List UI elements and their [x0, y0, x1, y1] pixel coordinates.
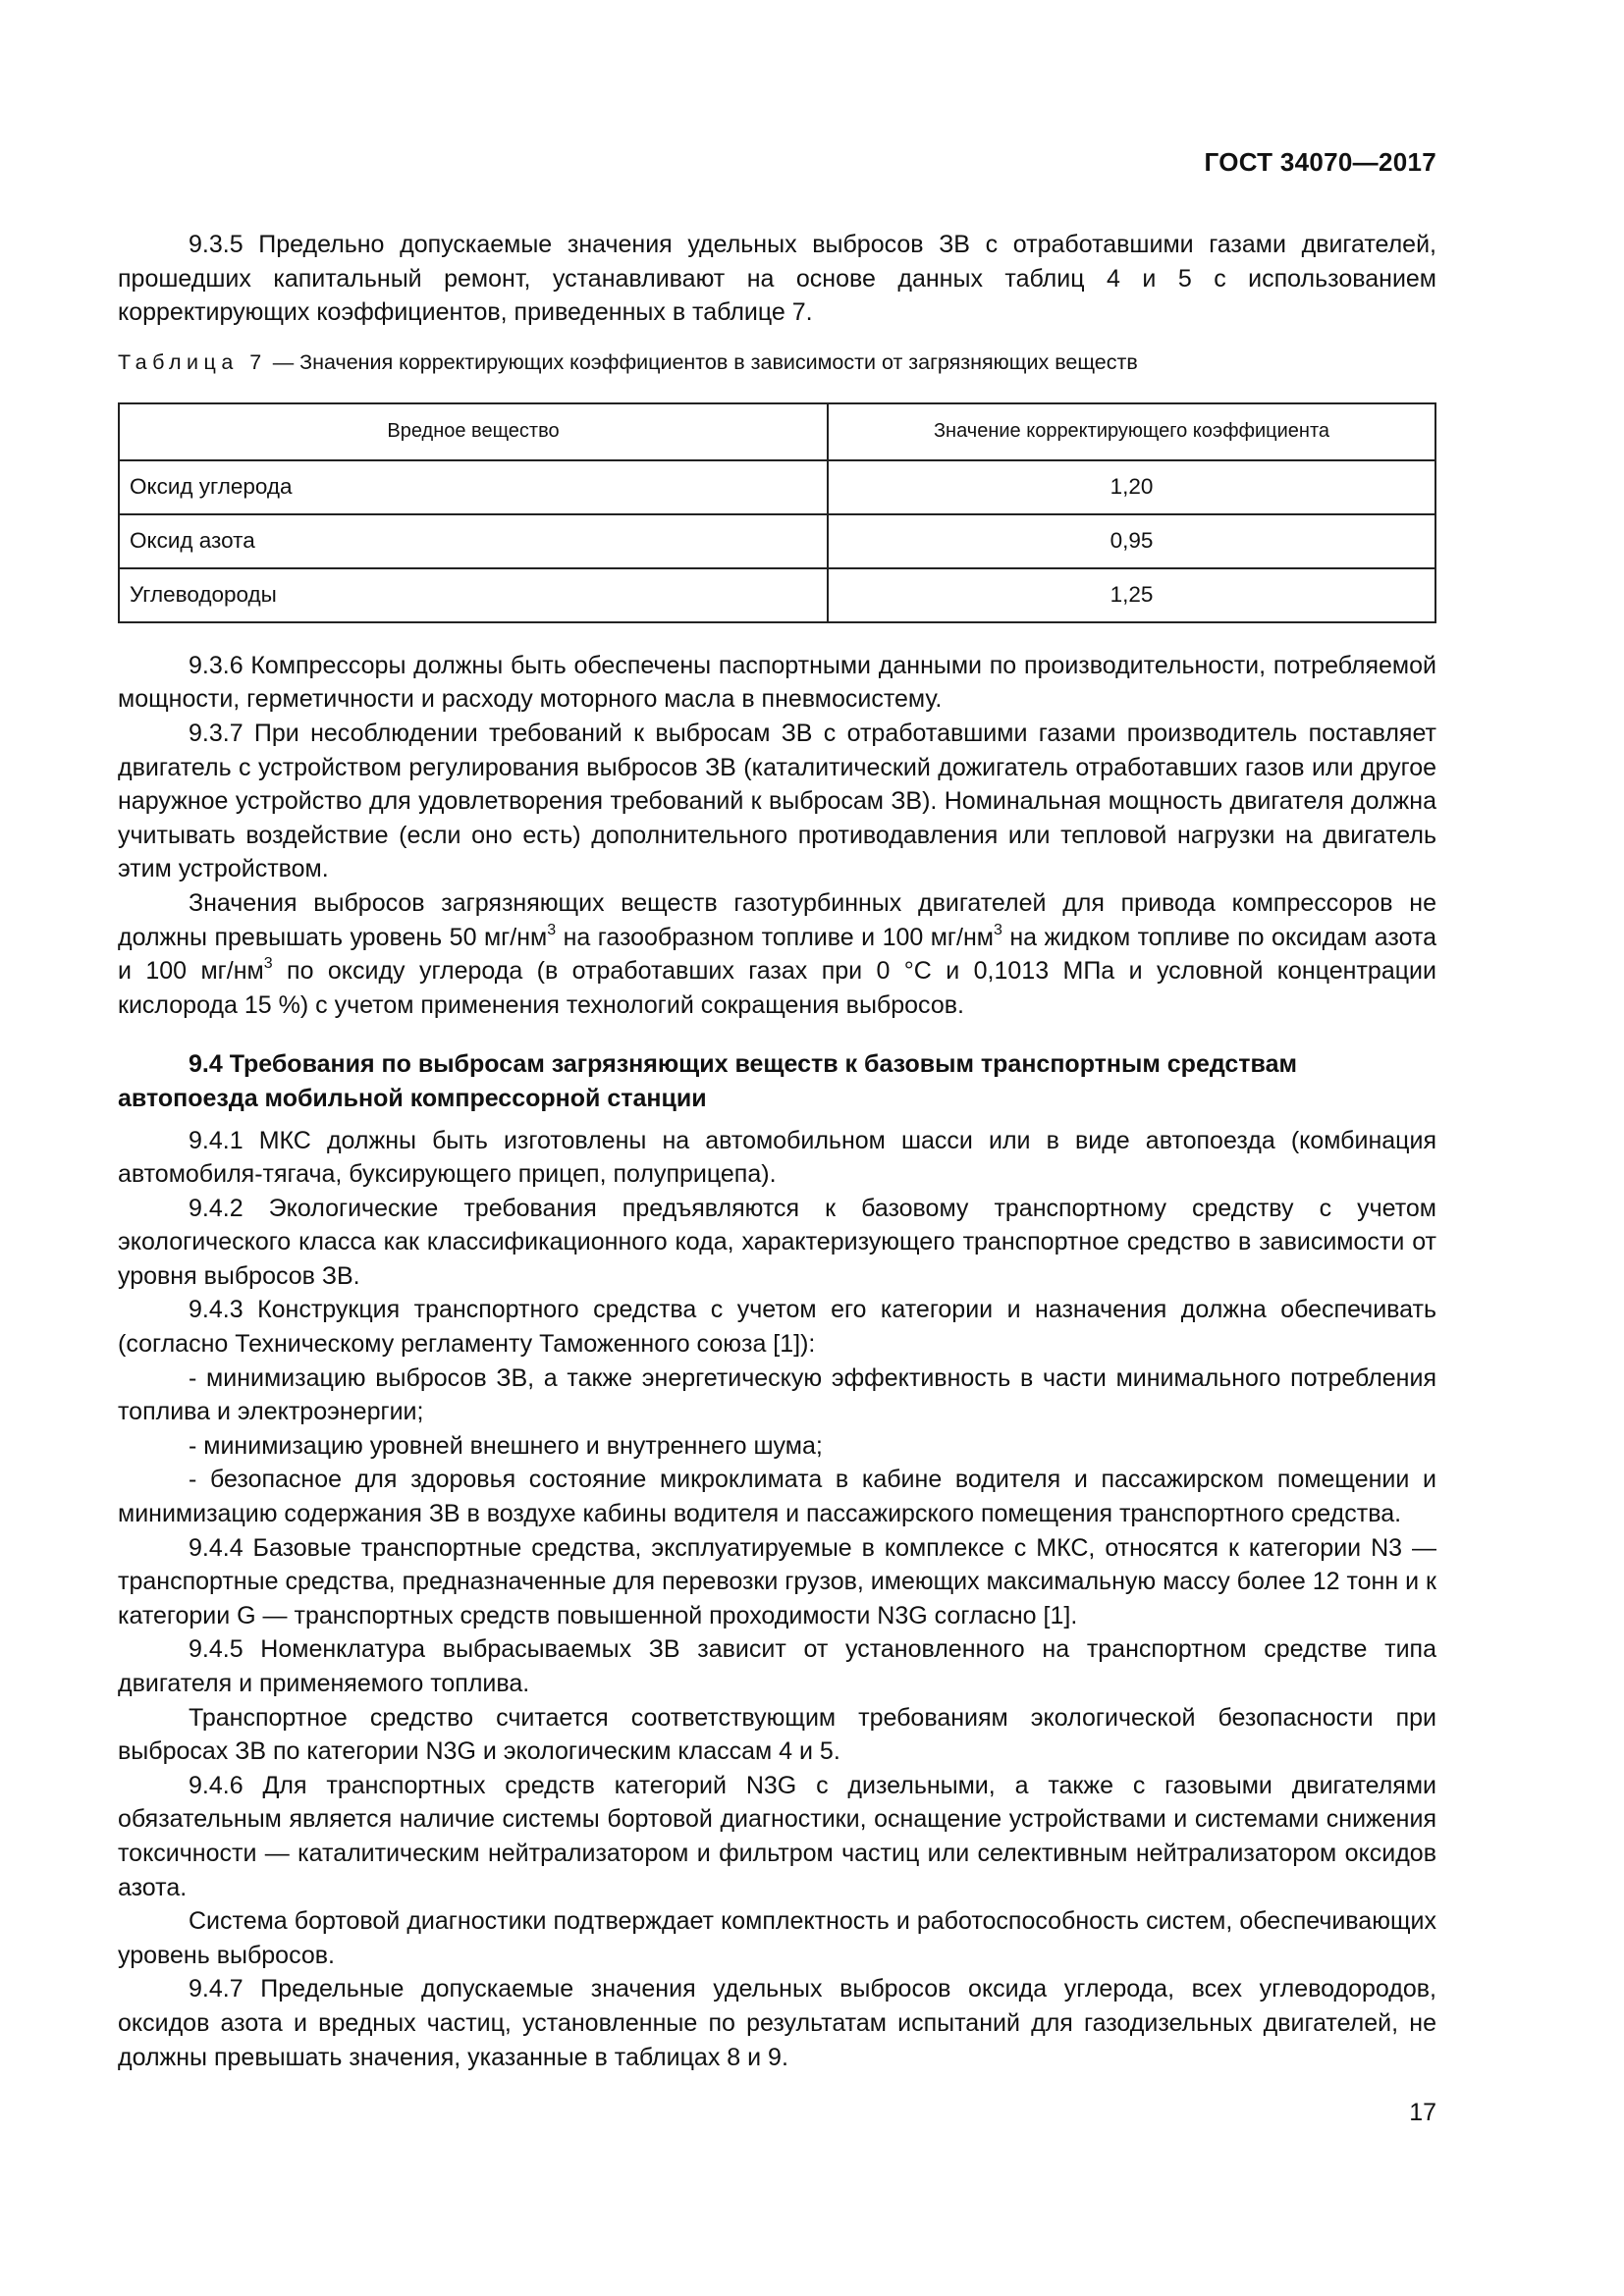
- table-caption-text: — Значения корректирующих коэффициентов в зависимости от загрязняющих веществ: [266, 349, 1138, 374]
- table-header-substance: Вредное вещество: [119, 403, 828, 460]
- paragraph-gas-turbine-emissions: [118, 886, 1436, 1022]
- paragraph-onboard-diagnostics: Система бортовой диагностики подтверждает комплектность и работоспособность систем, обеспечивающих уровень выбросов.: [118, 1907, 1436, 1969]
- paragraph-9-3-7: 9.3.7 При несоблюдении требований к выбросам ЗВ с отработавшими газами производитель поставляет двигатель с устройством регулирования выбросов ЗВ (каталитический дожигатель отработавших газов или другое наружное устройство для удовлетворения требований к выбросам ЗВ). Номинальная мощность двигателя должна учитывать воздействие (если оно есть) дополнительного противодавления или тепловой нагрузки на двигатель этим устройством.: [118, 719, 1436, 883]
- paragraph-9-4-2: 9.4.2 Экологические требования предъявляются к базовому транспортному средству с учетом экологического класса как классификационного кода, характеризующего транспортное средство в зависимости от уровня выбросов ЗВ.: [118, 1194, 1436, 1290]
- text-run: на газообразном топливе и 100 мг/нм: [556, 923, 994, 951]
- table-cell-coefficient: 0,95: [828, 514, 1435, 568]
- document-page: [118, 0, 1436, 2296]
- page-number: 17: [1409, 2099, 1436, 2126]
- paragraph-9-4-3: 9.4.3 Конструкция транспортного средства с учетом его категории и назначения должна обеспечивать (согласно Техническому регламенту Таможенного союза [1]):: [118, 1296, 1436, 1359]
- table-cell-substance: Оксид азота: [119, 514, 828, 568]
- table-cell-substance: Оксид углерода: [119, 460, 828, 514]
- text-run: Значения выбросов загрязняющих веществ газотурбинных двигателей для привода компрессоров не должны превышать уровень 50 мг/нм: [118, 888, 1436, 951]
- table-caption: [118, 347, 1436, 377]
- paragraph-9-4-4: 9.4.4 Базовые транспортные средства, эксплуатируемые в комплексе с МКС, относятся к категории N3 — транспортные средства, предназначенные для перевозки грузов, имеющих максимальную массу более 12 тонн и к категории G — транспортных средств повышенной проходимости N3G согласно [1].: [118, 1533, 1436, 1629]
- superscript: 3: [994, 921, 1002, 938]
- table-cell-substance: Углеводороды: [119, 568, 828, 622]
- list-item: - минимизацию уровней внешнего и внутреннего шума;: [189, 1431, 823, 1460]
- table-cell-coefficient: 1,20: [828, 460, 1435, 514]
- section-9-4-body: [118, 1124, 1436, 2075]
- section-9-4-heading: 9.4 Требования по выбросам загрязняющих веществ к базовым транспортным средствам автопоезда мобильной компрессорной станции: [118, 1050, 1297, 1112]
- text-run: на жидком топливе по оксидам азота и 100 мг/нм: [118, 923, 1437, 986]
- table-row: [119, 568, 1435, 622]
- superscript: 3: [263, 955, 273, 973]
- superscript: 3: [547, 921, 557, 938]
- table-row: [119, 460, 1435, 514]
- coefficients-table: [118, 402, 1436, 623]
- paragraph-9-4-6: 9.4.6 Для транспортных средств категорий N3G с дизельными, а также с газовыми двигателями обязательным является наличие системы бортовой диагностики, оснащение устройствами и системами снижения токсичности — каталитическим нейтрализатором и фильтром частиц или селективным нейтрализатором оксидов азота.: [118, 1771, 1436, 1901]
- text-run: по оксиду углерода (в отработавших газах при 0 °С и 0,1013 МПа и условной концентрации кислорода 15 %) с учетом применения технологий сокращения выбросов.: [118, 957, 1436, 1019]
- paragraph-9-4-1: 9.4.1 МКС должны быть изготовлены на автомобильном шасси или в виде автопоезда (комбинация автомобиля-тягача, буксирующего прицеп, полуприцепа).: [118, 1126, 1436, 1189]
- document-body: [118, 228, 1436, 2074]
- table-header-row: [119, 403, 1435, 460]
- paragraph-9-3-5: 9.3.5 Предельно допускаемые значения удельных выбросов ЗВ с отработавшими газами двигателей, прошедших капитальный ремонт, устанавливают на основе данных таблиц 4 и 5 с использованием корректирующих коэффициентов, приведенных в таблице 7.: [118, 231, 1436, 327]
- list-item: - минимизацию выбросов ЗВ, а также энергетическую эффективность в части минимального потребления топлива и электроэнергии;: [118, 1363, 1436, 1426]
- table-row: [119, 514, 1435, 568]
- list-item: - безопасное для здоровья состояние микроклимата в кабине водителя и пассажирском помещении и минимизацию содержания ЗВ в воздухе кабины водителя и пассажирского помещения транспортного средства.: [118, 1466, 1436, 1528]
- section-9-3-continued: [118, 649, 1436, 1023]
- table-cell-coefficient: 1,25: [828, 568, 1435, 622]
- table-header-coefficient: Значение корректирующего коэффициента: [828, 403, 1435, 460]
- paragraph-9-4-7: 9.4.7 Предельные допускаемые значения удельных выбросов оксида углерода, всех углеводородов, оксидов азота и вредных частиц, установленные по результатам испытаний для газодизельных двигателей, не должны превышать значения, указанные в таблицах 8 и 9.: [118, 1975, 1436, 2071]
- table-caption-label: Таблица 7: [118, 349, 267, 374]
- paragraph-9-4-5: 9.4.5 Номенклатура выбрасываемых ЗВ зависит от установленного на транспортном средстве типа двигателя и применяемого топлива.: [118, 1635, 1436, 1697]
- paragraph-ecology-classes: Транспортное средство считается соответствующим требованиям экологической безопасности при выбросах ЗВ по категории N3G и экологическим классам 4 и 5.: [118, 1703, 1436, 1766]
- document-id-header: ГОСТ 34070—2017: [1204, 147, 1436, 177]
- paragraph-9-3-6: 9.3.6 Компрессоры должны быть обеспечены паспортными данными по производительности, потребляемой мощности, герметичности и расходу моторного масла в пневмосистему.: [118, 651, 1436, 714]
